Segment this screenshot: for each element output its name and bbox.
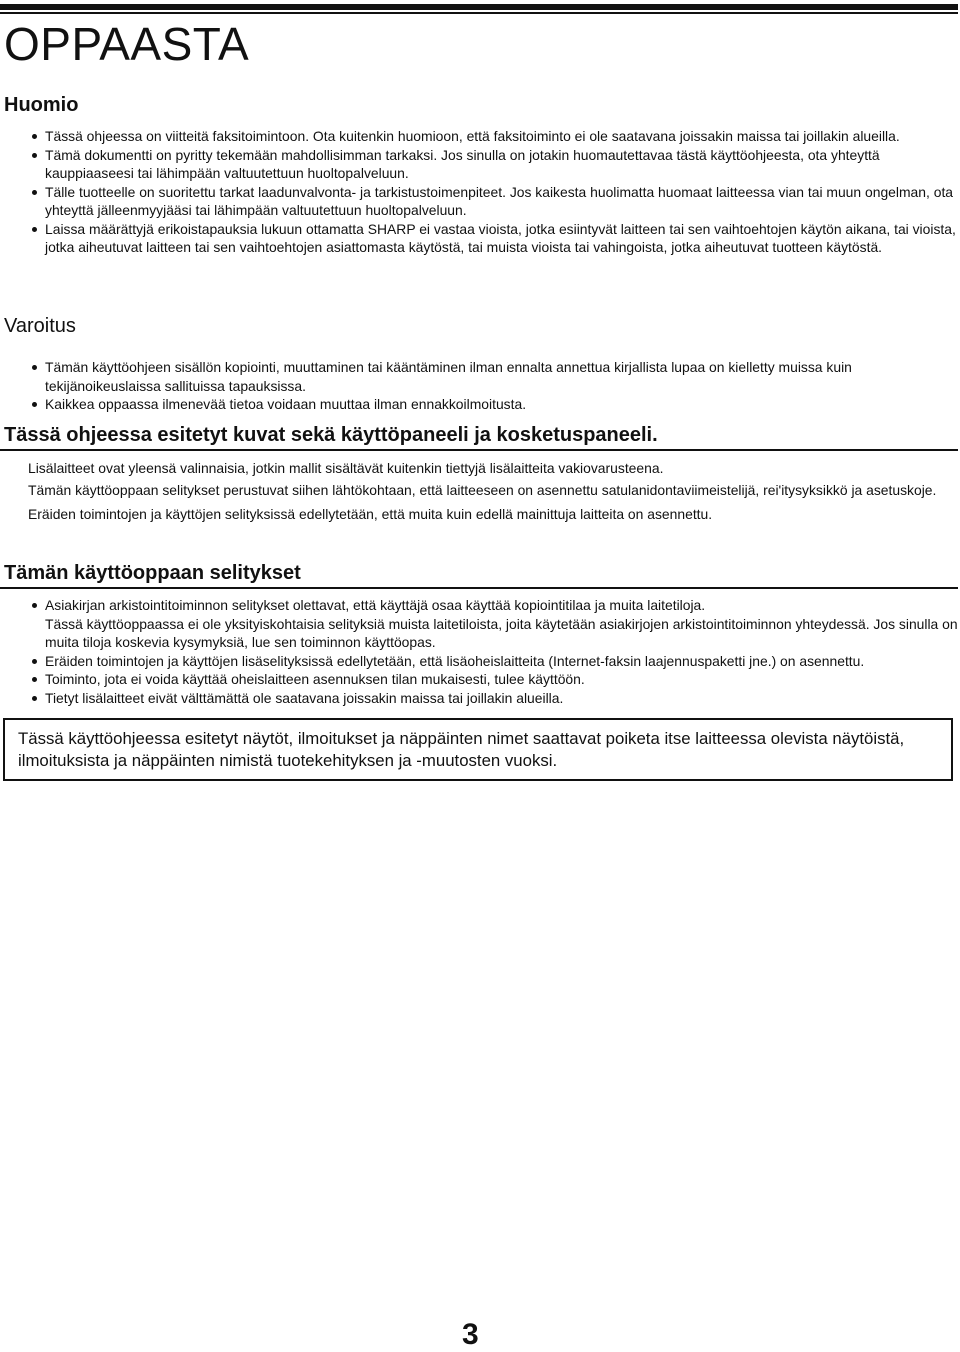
huomio-heading: Huomio xyxy=(4,94,79,116)
kuvat-section xyxy=(0,423,958,523)
list-item: Eräiden toimintojen ja käyttöjen lisäselityksissä edellytetään, että lisäoheislaitteita (Internet-faksin laajennuspaketti jne.) on asennettu. xyxy=(30,652,958,671)
page-number: 3 xyxy=(462,1318,479,1351)
list-item: Tässä ohjeessa on viitteitä faksitoimintoon. Ota kuitenkin huomioon, että faksitoiminto ei ole saatavana joissakin maissa tai joillakin alueilla. xyxy=(30,127,958,146)
huomio-list xyxy=(0,127,958,257)
list-item: Kaikkea oppaassa ilmenevää tietoa voidaan muuttaa ilman ennakkoilmoitusta. xyxy=(30,395,958,414)
list-item: Tietyt lisälaitteet eivät välttämättä ole saatavana joissakin maissa tai joillakin alueilla. xyxy=(30,689,958,708)
varoitus-heading: Varoitus xyxy=(4,315,76,337)
varoitus-list xyxy=(0,358,958,414)
list-item-text: Asiakirjan arkistointitoiminnon selitykset olettavat, että käyttäjä osaa käyttää kopiointitilaa ja muita laitetiloja. xyxy=(45,597,706,613)
list-item: Tämän käyttöohjeen sisällön kopiointi, muuttaminen tai kääntäminen ilman ennalta annettua kirjallista lupaa on kielletty muissa kuin tekijänoikeuslaissa sallituissa tapauksissa. xyxy=(30,358,958,395)
kuvat-heading: Tässä ohjeessa esitetyt kuvat sekä käyttöpaneeli ja kosketuspaneeli. xyxy=(0,423,958,451)
selitykset-section xyxy=(0,561,958,707)
list-item: Laissa määrättyjä erikoistapauksia lukuun ottamatta SHARP ei vastaa vioista, jotka esiintyvät laitteen tai sen vaihtoehtojen käytön aikana, tai vioista, jotka aiheutuvat laitteen tai sen vaihtoehtojen asiattomasta käytöstä, tai muista vioista tai vahingoista, jotka aiheutuvat tuotteen käytöstä. xyxy=(30,220,958,257)
list-item: Tälle tuotteelle on suoritettu tarkat laadunvalvonta- ja tarkistustoimenpiteet. Jos kaikesta huolimatta huomaat laitteessa vian tai muun ongelman, ota yhteyttä jälleenmyyjääsi tai lähimpään valtuutettuun huoltopalveluun. xyxy=(30,183,958,220)
varoitus-section xyxy=(0,314,958,414)
notice-box: Tässä käyttöohjeessa esitetyt näytöt, ilmoitukset ja näppäinten nimet saattavat poiketa itse laitteessa olevista näytöistä, ilmoituksista ja näppäinten nimistä tuotekehityksen ja -muutosten vuoksi. xyxy=(3,718,953,781)
list-item-detail: Tässä käyttöoppaassa ei ole yksityiskohtaisia selityksiä muista laitetiloista, joita käytetään asiakirjojen arkistointitoiminnon yhteydessä. Jos sinulla on muita tiloja koskevia kysymyksiä, lue sen toiminnon käyttöopas. xyxy=(45,615,958,650)
kuvat-paragraph: Eräiden toimintojen ja käyttöjen selityksissä edellytetään, että muita kuin edellä mainittuja laitteita on asennettu. xyxy=(28,505,713,522)
list-item: Toiminto, jota ei voida käyttää oheislaitteen asennuksen tilan mukaisesti, tulee käyttöön. xyxy=(30,670,958,689)
selitykset-heading: Tämän käyttöoppaan selitykset xyxy=(0,561,958,589)
list-item xyxy=(30,596,958,652)
header-rule-thin xyxy=(0,12,958,14)
kuvat-paragraph: Tämän käyttöoppaan selitykset perustuvat siihen lähtökohtaan, että laitteeseen on asennettu satulanidontaviimeistelijä, rei'itysyksikkö ja asetuskoje. xyxy=(28,481,937,498)
selitykset-list xyxy=(0,596,958,707)
list-item: Tämä dokumentti on pyritty tekemään mahdollisimman tarkaksi. Jos sinulla on jotakin huomautettavaa tästä käyttöohjeesta, ota yhteyttä kauppiaaseesi tai lähimpään valtuutettuun huoltopalveluun. xyxy=(30,146,958,183)
header-rule-thick xyxy=(0,4,958,10)
kuvat-paragraph: Lisälaitteet ovat yleensä valinnaisia, jotkin mallit sisältävät kuitenkin tiettyjä lisälaitteita vakiovarusteena. xyxy=(28,460,664,476)
huomio-section xyxy=(0,93,958,257)
page-title: OPPAASTA xyxy=(4,18,250,70)
